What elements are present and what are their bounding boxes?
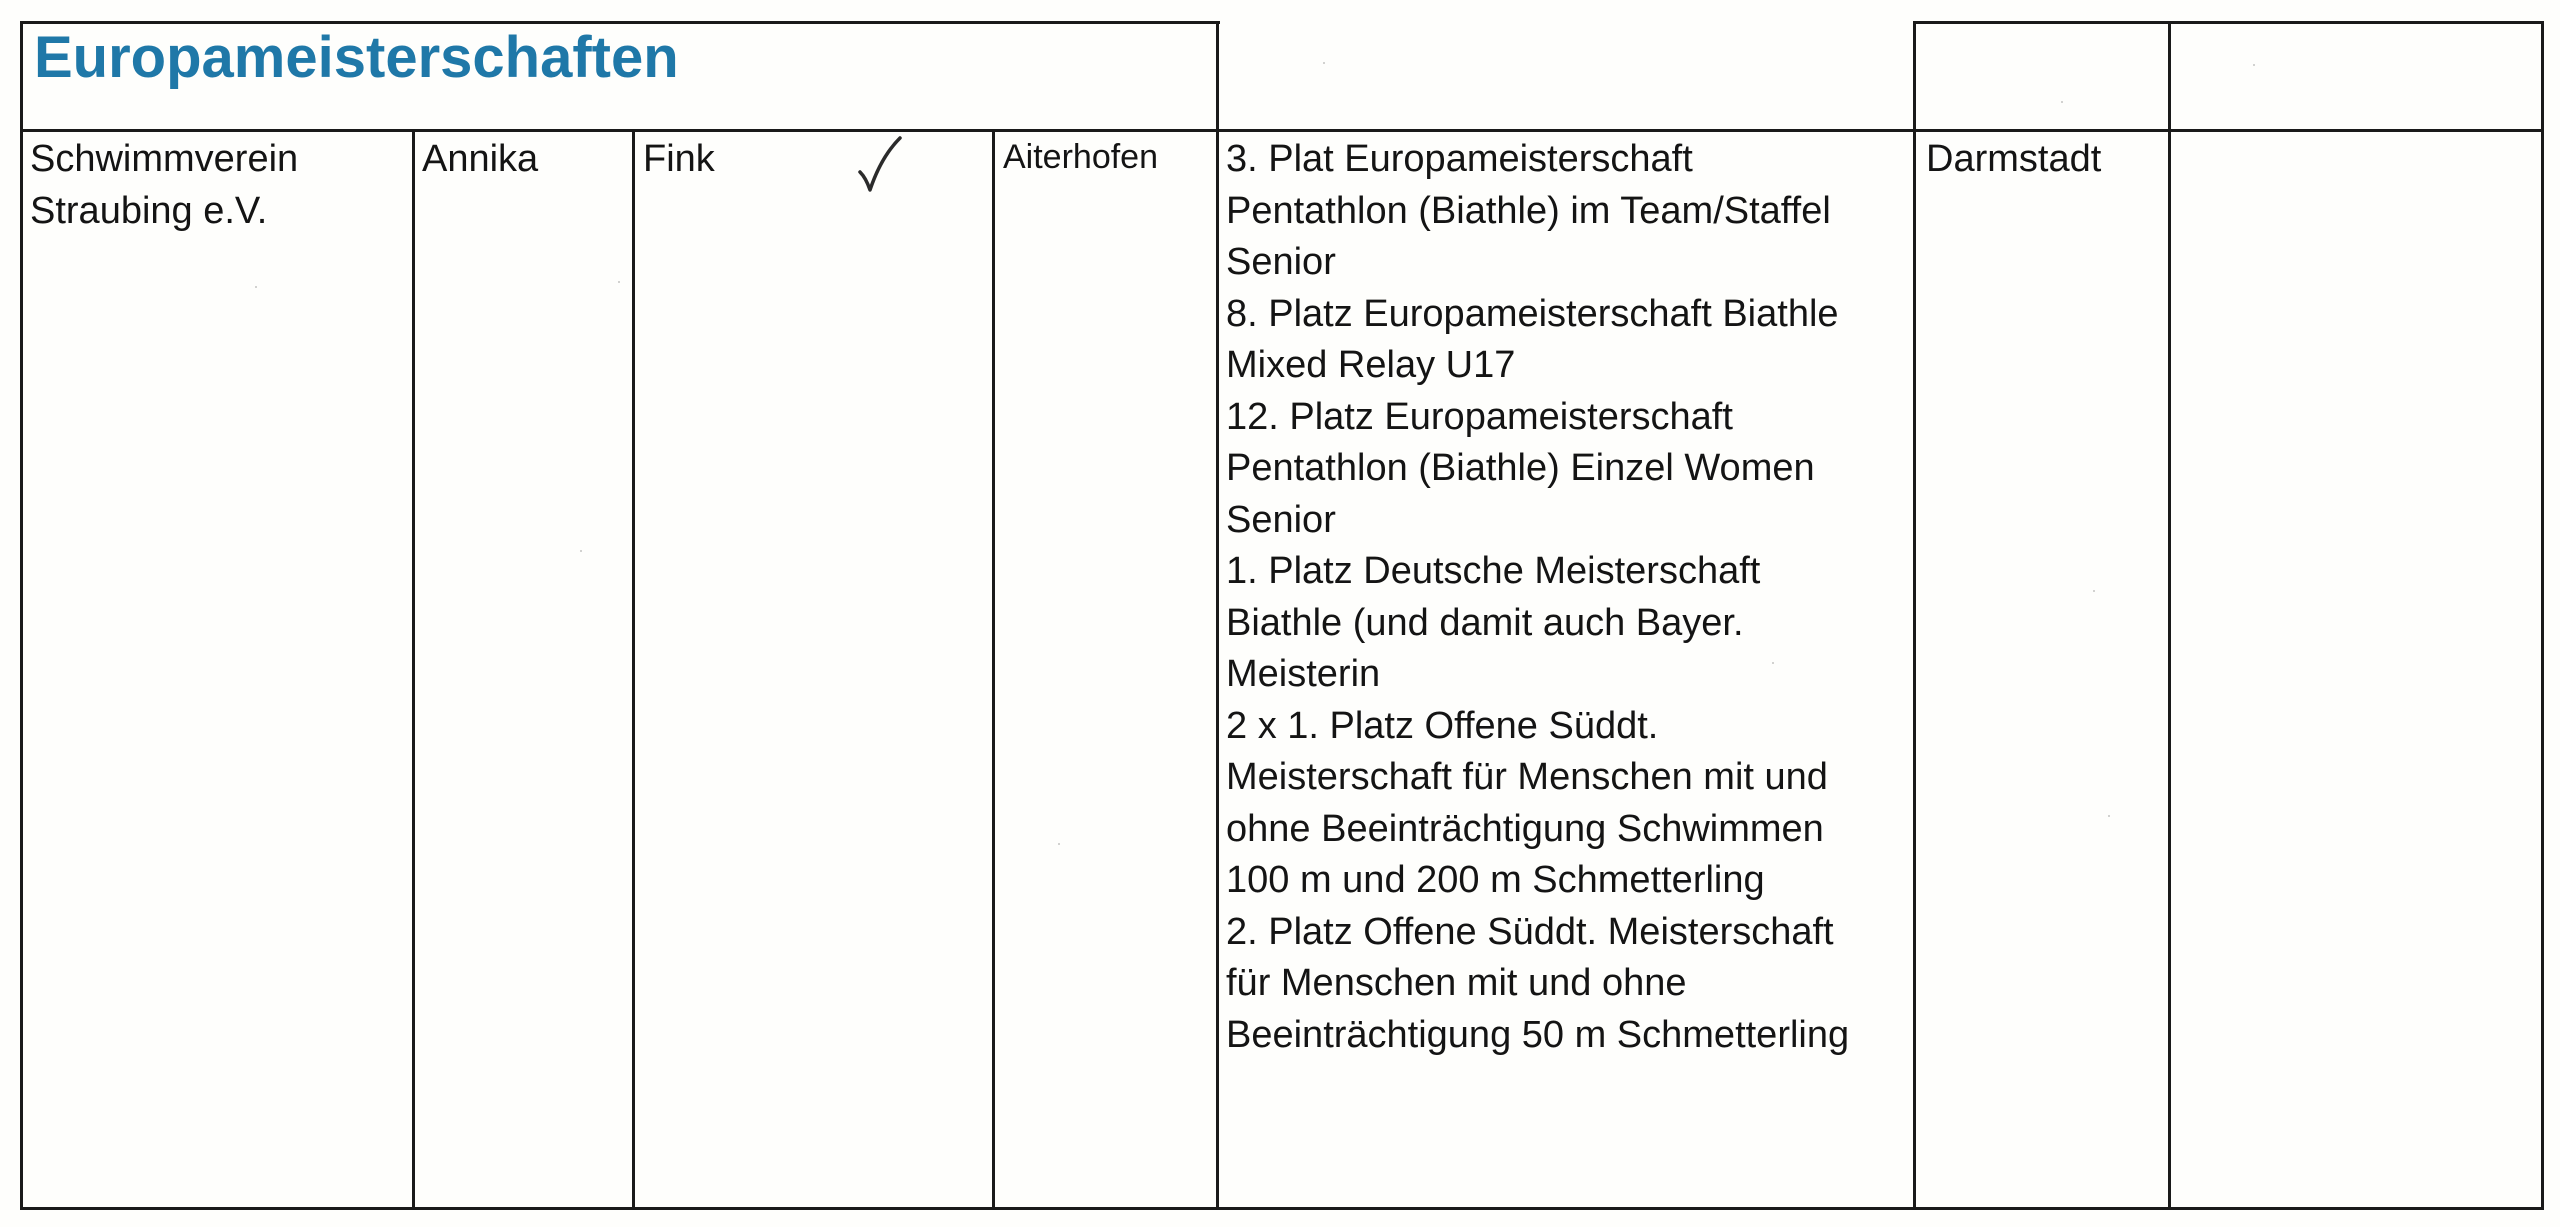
table-left-border <box>20 21 23 1210</box>
table-right-border <box>2541 21 2544 1210</box>
scan-speck <box>580 550 582 552</box>
achievement-line: für Menschen mit und ohne <box>1226 962 1687 1004</box>
achievement-line: 12. Platz Europameisterschaft <box>1226 395 1733 438</box>
achievement-line: 100 m und 200 m Schmetterling <box>1226 859 1765 901</box>
section-title: Europameisterschaften <box>34 25 679 90</box>
scan-speck <box>2061 101 2063 103</box>
achievement-line: Mixed Relay U17 <box>1226 344 1516 386</box>
club-name <box>30 134 298 237</box>
column-divider-5 <box>1913 21 1916 1210</box>
column-divider-4 <box>1216 21 1219 1210</box>
achievements <box>1226 134 1849 1061</box>
achievement-line: 2 x 1. Platz Offene Süddt. <box>1226 704 1659 747</box>
column-divider-2 <box>632 129 635 1210</box>
achievement-line: 3. Plat Europameisterschaft <box>1226 138 1693 180</box>
last-name: Fink <box>643 138 715 180</box>
first-name: Annika <box>422 138 539 180</box>
scan-speck <box>255 286 257 288</box>
header-bottom-border <box>20 129 2543 132</box>
column-divider-6 <box>2168 21 2171 1210</box>
achievement-line: Senior <box>1226 498 1336 541</box>
event-location: Darmstadt <box>1926 138 2102 180</box>
scan-speck <box>1058 843 1060 845</box>
achievement-line: ohne Beeinträchtigung Schwimmen <box>1226 807 1824 850</box>
checkmark-icon <box>856 134 904 196</box>
achievement-line: Senior <box>1226 241 1336 283</box>
scan-speck <box>2253 64 2255 66</box>
scan-speck <box>618 281 620 283</box>
achievement-line: 2. Platz Offene Süddt. Meisterschaft <box>1226 910 1834 953</box>
column-divider-1 <box>412 129 415 1210</box>
achievement-line: Beeinträchtigung 50 m Schmetterling <box>1226 1013 1850 1056</box>
achievement-line: Pentathlon (Biathle) im Team/Staffel <box>1226 189 1831 232</box>
scan-speck <box>2093 590 2095 592</box>
table-top-border-right <box>1913 21 2543 24</box>
table-bottom-border <box>20 1207 2543 1210</box>
column-divider-3 <box>992 129 995 1210</box>
achievement-line: 1. Platz Deutsche Meisterschaft <box>1226 550 1761 592</box>
scan-speck <box>1323 62 1325 64</box>
scan-speck <box>1772 662 1774 664</box>
club-name-line-2: Straubing e.V. <box>30 189 268 232</box>
achievement-line: Meisterschaft für Menschen mit und <box>1226 756 1828 798</box>
achievement-line: 8. Platz Europameisterschaft Biathle <box>1226 292 1839 335</box>
scan-speck <box>2108 815 2110 817</box>
achievement-line: Biathle (und damit auch Bayer. <box>1226 601 1744 644</box>
achievement-line: Meisterin <box>1226 653 1381 695</box>
hometown: Aiterhofen <box>1003 138 1158 176</box>
achievement-line: Pentathlon (Biathle) Einzel Women <box>1226 447 1815 489</box>
club-name-line-1: Schwimmverein <box>30 138 299 180</box>
